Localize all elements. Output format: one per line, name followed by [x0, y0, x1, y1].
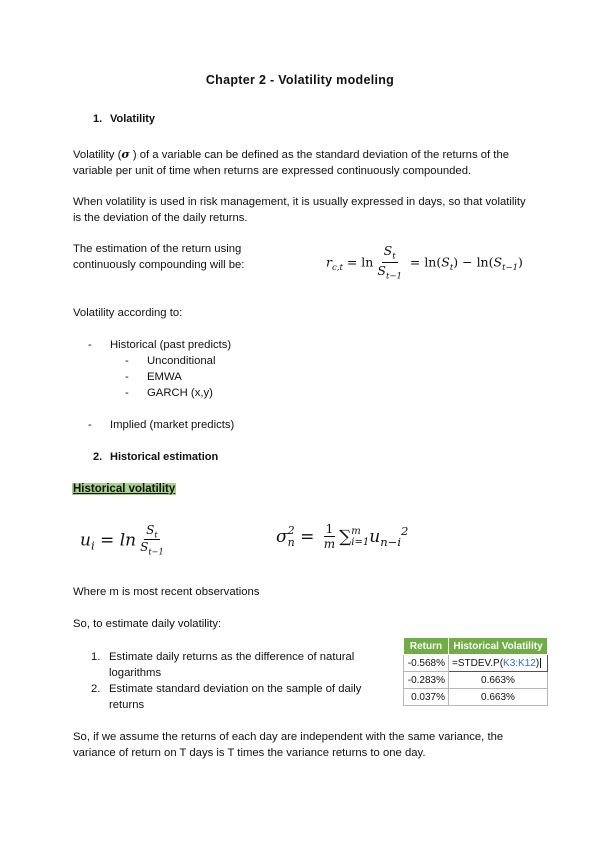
list-number: 1.	[91, 651, 101, 663]
paragraph-variance-scaling: So, if we assume the returns of each day are independent with the same variance, the variance of return on T days is T times the variance returns to one day.	[73, 731, 504, 759]
return-cell[interactable]: -0.283%	[404, 672, 449, 689]
formula-operator: =	[405, 254, 425, 270]
formula-function: ln(	[476, 254, 494, 270]
formula-subscript: t	[449, 262, 454, 273]
formula-symbol: u	[80, 530, 91, 551]
formula-subscript: t−1	[148, 546, 164, 557]
formula-symbol: u	[369, 526, 381, 547]
formula-subscript: i	[90, 538, 95, 553]
excel-table	[403, 637, 548, 706]
text-fragment: Volatility (	[73, 149, 122, 161]
formula-symbol: S	[146, 523, 155, 537]
formula-symbol: S	[383, 243, 393, 258]
formula-variance	[276, 523, 408, 552]
formula-function: ln	[119, 530, 137, 551]
numbered-list-item	[91, 681, 381, 713]
sub-list-item	[125, 369, 182, 385]
formula-text: )	[535, 657, 540, 669]
formula-cell[interactable]	[449, 655, 548, 672]
formula-subscript: n−i	[380, 535, 402, 550]
list-item-label: Estimate standard deviation on the sample of daily returns	[109, 683, 362, 711]
paragraph-estimate-daily: So, to estimate daily volatility:	[73, 618, 222, 630]
formula-operator: −	[458, 254, 477, 270]
section-number: 2.	[93, 451, 103, 463]
formula-operator: )	[453, 254, 459, 270]
return-cell[interactable]: 0.037%	[404, 689, 449, 706]
highlighted-heading: Historical volatility	[73, 483, 176, 495]
formula-fraction	[138, 524, 166, 558]
formula-function: ln	[361, 254, 374, 270]
volatility-cell[interactable]: 0.663%	[449, 672, 548, 689]
section-heading-historical	[93, 451, 218, 463]
sigma-symbol: σ	[121, 147, 130, 161]
excel-snippet	[403, 637, 548, 706]
formula-subscript: i=1	[351, 537, 370, 549]
formula-subscript: n	[287, 536, 295, 550]
formula-fraction	[375, 244, 404, 282]
formula-superscript: 2	[401, 524, 409, 539]
formula-continuous-return	[326, 244, 523, 282]
numbered-list-item	[91, 649, 381, 681]
text-fragment: ) of a variable can be defined as the standard deviation of the returns of the variable per unit of time when returns are expressed continuously compounded.	[73, 149, 510, 177]
formula-range-ref: K3:K12	[503, 657, 536, 669]
list-dash: -	[125, 371, 129, 383]
list-dash: -	[125, 355, 129, 367]
list-item-label: Implied (market predicts)	[110, 419, 235, 431]
return-cell[interactable]: -0.568%	[404, 655, 449, 672]
formula-symbol: S	[441, 254, 450, 270]
formula-text: =STDEV.P(	[452, 657, 504, 669]
list-dash: -	[88, 419, 92, 431]
formula-symbol: r	[326, 254, 332, 270]
page-title: Chapter 2 - Volatility modeling	[205, 73, 395, 87]
sum-symbol: ∑	[339, 526, 352, 547]
formula-symbol: σ	[276, 526, 288, 547]
list-item-label: Unconditional	[147, 355, 216, 367]
formula-function: ln(	[424, 254, 442, 270]
formula-subscript: t−1	[385, 271, 402, 282]
paragraph-return-estimation: The estimation of the return using continuously compounding will be:	[73, 243, 245, 271]
list-dash: -	[88, 339, 92, 351]
formula-numerator: 1	[325, 522, 334, 536]
formula-fraction	[322, 523, 337, 552]
formula-operator: =	[342, 254, 362, 270]
formula-subscript: t−1	[502, 262, 519, 273]
formula-symbol: S	[140, 540, 149, 555]
formula-subscript: c,t	[331, 262, 343, 273]
formula-log-return	[80, 524, 168, 558]
formula-operator: =	[294, 526, 320, 547]
paragraph-risk-management: When volatility is used in risk management, it is usually expressed in days, so that volatility is the deviation of the daily returns.	[73, 196, 526, 224]
section-title: Volatility	[110, 113, 156, 125]
table-header-row	[404, 638, 548, 655]
formula-subscript: t	[392, 251, 396, 262]
formula-symbol: S	[493, 254, 503, 270]
formula-operator: =	[94, 530, 120, 551]
list-item-label: Historical (past predicts)	[110, 339, 232, 351]
formula-symbol: S	[377, 262, 386, 278]
list-dash: -	[125, 387, 129, 399]
section-number: 1.	[93, 113, 103, 125]
list-item	[88, 337, 231, 353]
formula-subscript: t	[154, 529, 158, 540]
list-number: 2.	[91, 683, 101, 695]
section-title: Historical estimation	[110, 451, 219, 463]
list-item	[88, 417, 234, 433]
table-row	[404, 672, 548, 689]
table-row	[404, 655, 548, 672]
sub-list-item	[125, 385, 213, 401]
paragraph-where-m: Where m is most recent observations	[73, 586, 260, 598]
sub-list-item	[125, 353, 215, 369]
list-item-label: EMWA	[147, 371, 182, 383]
paragraph-volatility-definition	[73, 146, 533, 179]
section-heading-volatility	[93, 113, 155, 125]
text-cursor	[540, 658, 541, 668]
formula-superscript: 2	[287, 524, 295, 538]
table-row	[404, 689, 548, 706]
volatility-cell[interactable]: 0.663%	[449, 689, 548, 706]
list-item-label: Estimate daily returns as the difference of natural logarithms	[109, 651, 355, 679]
formula-superscript: m	[351, 526, 361, 538]
formula-operator: )	[518, 254, 523, 270]
column-header: Return	[404, 638, 449, 655]
formula-denominator: m	[323, 537, 336, 552]
paragraph-volatility-according: Volatility according to:	[73, 307, 183, 319]
list-item-label: GARCH (x,y)	[147, 387, 213, 399]
column-header: Historical Volatility	[449, 638, 548, 655]
